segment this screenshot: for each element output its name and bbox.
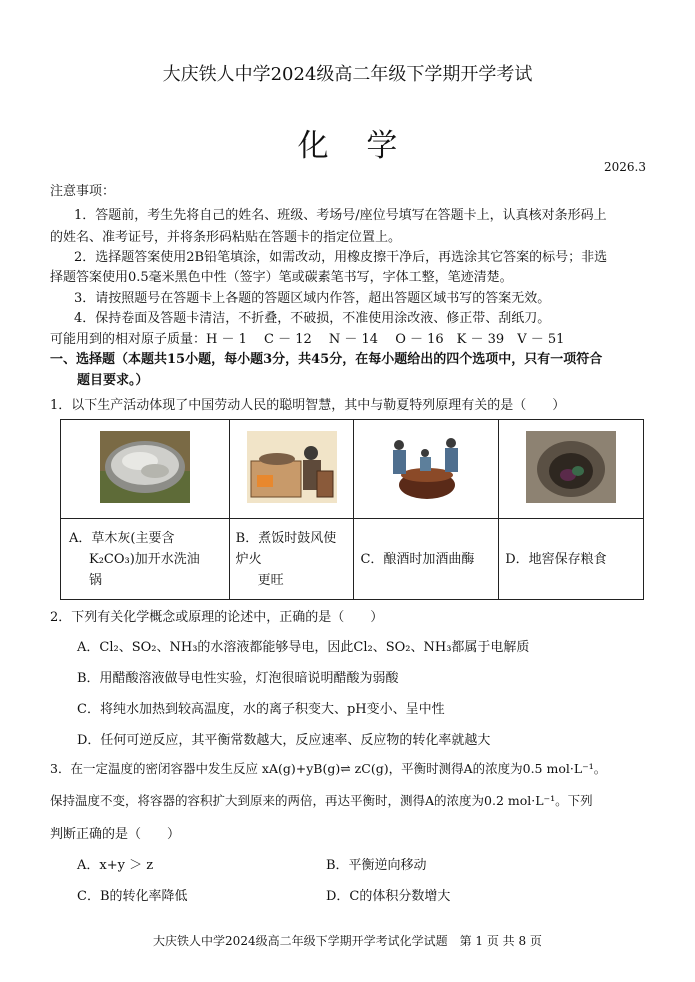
section-1-heading-cont: 题目要求。） [77,373,149,388]
page-footer: 大庆铁人中学2024级高二年级下学期开学考试化学试题 第 1 页 共 8 页 [153,934,542,948]
cellar-image [526,431,616,503]
notes-heading: 注意事项： [50,184,116,199]
note-1-line-1: 1．答题前，考生先将自己的姓名、班级、考场号/座位号填写在答题卡上，认真核对条形码上 [74,208,607,223]
subject-title: 化 学 [297,128,412,164]
q3-option-c: C．B的转化率降低 [77,889,188,904]
note-2-line-1: 2．选择题答案使用2B铅笔填涂，如需改动，用橡皮擦干净后，再选涂其它答案的标号；非选 [74,250,608,265]
q3-stem-line-3: 判断正确的是（ ） [50,827,181,842]
q1-options-table [60,419,644,600]
q3-option-a: A．x+y ＞ z [77,858,154,873]
cooking-stove-image [247,431,337,503]
atomic-masses: 可能用到的相对原子质量：H － 1 C － 12 N － 14 O － 16 K － 39 V － 51 [50,332,565,347]
q1-option-b [229,519,354,600]
note-2-line-2: 择题答案使用0.5毫米黑色中性（签字）笔或碳素笔书写，字体工整，笔迹清楚。 [50,270,513,285]
q1-option-c [354,519,499,600]
q2-option-c: C．将纯水加热到较高温度，水的离子积变大、pH变小、呈中性 [77,702,445,717]
q1-image-a-cell [61,420,230,519]
q2-option-a: A．Cl₂、SO₂、NH₃的水溶液都能够导电，因此Cl₂、SO₂、NH₃都属于电解质 [77,640,530,655]
q1-option-b-line-2: 更旺 [257,572,284,588]
q2-option-d: D．任何可逆反应，其平衡常数越大，反应速率、反应物的转化率就越大 [77,733,491,748]
note-3: 3．请按照题号在答题卡上各题的答题区域内作答，超出答题区域书写的答案无效。 [74,291,551,306]
q3-option-b: B．平衡逆向移动 [326,858,427,873]
q3-option-d: D．C的体积分数增大 [326,889,451,904]
note-4: 4．保持卷面及答题卡清洁，不折叠，不破损，不准使用涂改液、修正带、刮纸刀。 [74,311,551,326]
q1-option-a [61,519,230,600]
ash-bowl-image [100,431,190,503]
q1-option-a-line-1: A．草木灰(主要含 [69,530,175,546]
note-1-line-2: 的姓名、准考证号，并将条形码粘贴在答题卡的指定位置上。 [50,230,402,245]
q1-image-d-cell [499,420,644,519]
q1-option-d-text: D．地窖保存粮食 [505,551,607,567]
exam-date: 2026.3 [604,160,646,174]
exam-title: 大庆铁人中学2024级高二年级下学期开学考试 [162,64,533,85]
q1-option-c-text: C．酿酒时加酒曲酶 [360,551,475,567]
q1-option-a-line-3: 锅 [89,572,103,588]
q2-stem: 2．下列有关化学概念或原理的论述中，正确的是（ ） [50,610,384,625]
q1-image-b-cell [229,420,354,519]
q1-option-b-line-1: B．煮饭时鼓风使炉火 [235,530,337,567]
wine-brewing-image [381,431,471,503]
q1-option-a-line-2: K₂CO₃)加开水洗油 [89,551,200,567]
q1-stem: 1．以下生产活动体现了中国劳动人民的聪明智慧，其中与勒夏特列原理有关的是（ ） [50,398,566,413]
q2-option-b: B．用醋酸溶液做导电性实验，灯泡很暗说明醋酸为弱酸 [77,671,399,686]
q1-image-c-cell [354,420,499,519]
q3-stem-line-2: 保持温度不变，将容器的容积扩大到原来的两倍，再达平衡时，测得A的浓度为0.2 mol·L⁻¹。下列 [50,793,593,808]
q3-stem-line-1: 3．在一定温度的密闭容器中发生反应 xA(g)+yB(g)⇌ zC(g)，平衡时测得A的浓度为0.5 mol·L⁻¹。 [50,761,607,776]
q1-option-d [499,519,644,600]
section-1-heading: 一、选择题（本题共15小题，每小题3分，共45分，在每小题给出的四个选项中，只有一项符合 [50,352,603,367]
